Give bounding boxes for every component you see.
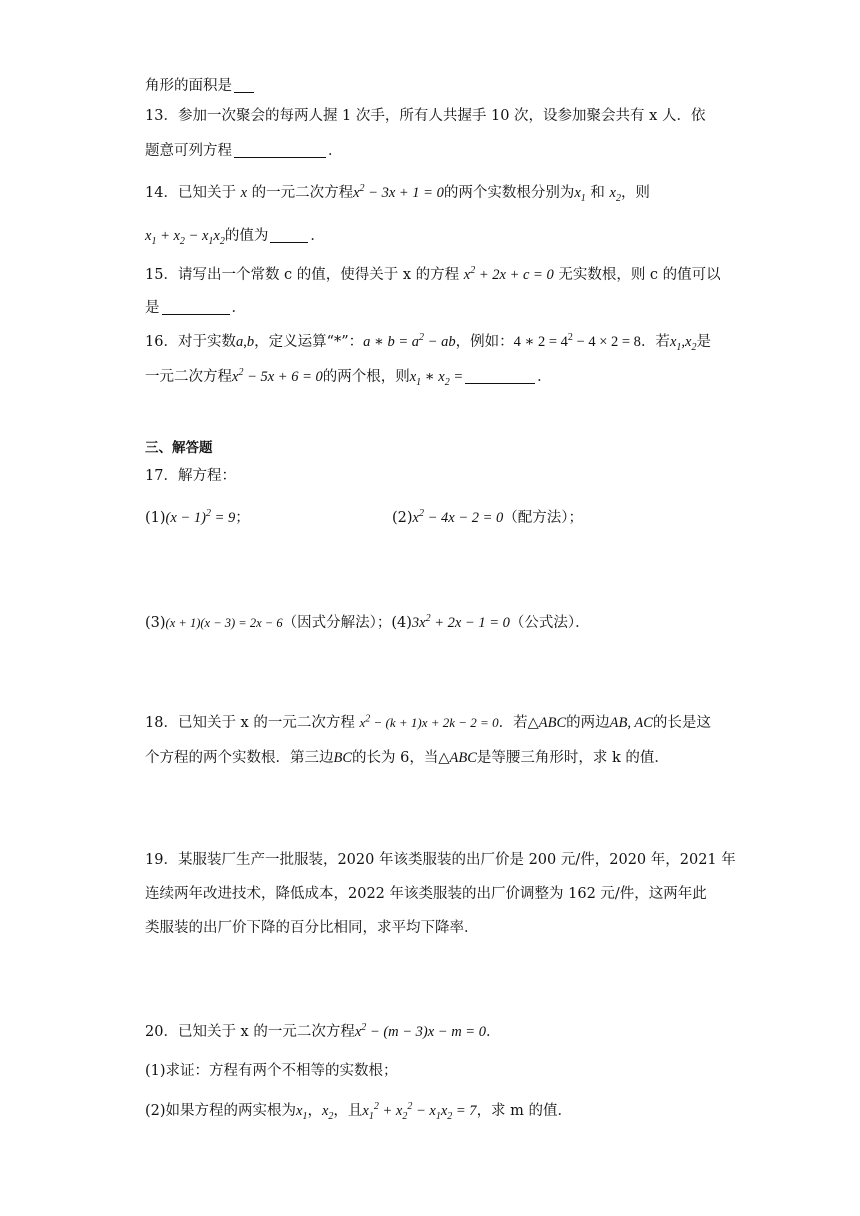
math-triangle: △ABC xyxy=(527,715,567,731)
math-equation: $x^2 - 3x + 1 = 0$ xyxy=(353,183,444,201)
math-var: $x_1$ xyxy=(296,1103,308,1122)
answer-blank xyxy=(234,76,254,93)
math-var: a xyxy=(235,334,244,350)
math-triangle: △ABC xyxy=(438,750,477,766)
q19-line2: 连续两年改进技术，降低成本，2022 年该类服装的出厂价调整为 162 元/件，这两年此 xyxy=(145,886,707,902)
section-title: 三、解答题 xyxy=(145,440,213,456)
math-var: x xyxy=(240,185,247,201)
q19-line1: 19．某服装厂生产一批服装，2020 年该类服装的出厂价是 200 元/件，2020 年，2021 年 xyxy=(145,852,736,868)
math-equation: $x^2 + 2x + c = 0$ xyxy=(463,265,554,283)
math-definition: a ∗ $b = a^2$ − ab xyxy=(363,332,456,350)
math-equation: $x^2 - (k + 1)x + 2k - 2 = 0$ xyxy=(359,713,499,730)
q13-line1: 13．参加一次聚会的每两人握 1 次手，所有人共握手 10 次，设参加聚会共有 x 人．依 xyxy=(145,108,706,124)
q17-part1: $(1)(x - 1)^2 = 9$； xyxy=(145,508,250,526)
q16-line1: 16．对于实数a,b，定义运算“*”：a ∗ $b = a^2$ − ab，例如：4 ∗ $2 = 4^2 - 4 \times 2 = 8$．若$x_1,x_2$是 xyxy=(145,332,711,353)
math-equation: (x + 1)(x − 3) = 2x − 6 xyxy=(165,616,283,630)
q18-line2: 个方程的两个实数根．第三边BC的长为 6，当△ABC是等腰三角形时，求 k 的值． xyxy=(145,750,669,766)
q17-part3-4: (3)(x + 1)(x − 3) = 2x − 6（因式分解法）；$(4)3x^2 + 2x - 1 = 0$（公式法）． xyxy=(145,613,590,631)
math-expression: $x_1$ ∗ $x_2$ = xyxy=(409,369,464,388)
q12-tail: 角形的面积是 xyxy=(145,76,256,96)
q18-line1: 18．已知关于 x 的一元二次方程 $x^2 - (k + 1)x + 2k - 2 = 0$．若△ABC的两边AB, AC的长是这 xyxy=(145,713,711,731)
math-var: $x_2$ xyxy=(321,1103,334,1122)
math-expression: $x_1 + x_2 - x_1x_2$ xyxy=(145,228,225,247)
math-equation: $x_1^2 + x_2^2 - x_1x_2 = 7$ xyxy=(362,1101,477,1122)
math-equation: $(x - 1)^2 = 9$ xyxy=(165,508,236,526)
math-side: BC xyxy=(333,750,353,766)
q14-line1: 14．已知关于 x 的一元二次方程$x^2 - 3x + 1 = 0$的两个实数根分别为$x_1$ 和 $x_2$，则 xyxy=(145,183,650,204)
q13-line2: 题意可列方程 ． xyxy=(145,143,343,159)
math-sides: AB, AC xyxy=(609,715,653,731)
math-equation: $x^2 - 4x - 2 = 0$ xyxy=(412,508,504,526)
q17-part2: $(2)x^2 - 4x - 2 = 0$（配方法）； xyxy=(392,508,584,526)
q14-line2: $x_1 + x_2 - x_1x_2$的值为 ． xyxy=(145,228,325,247)
q17-title: 17．解方程： xyxy=(145,468,236,484)
q19-line3: 类服装的出厂价下降的百分比相同，求平均下降率． xyxy=(145,920,479,936)
math-equation: $x^2 - 5x + 6 = 0$ xyxy=(232,367,323,385)
answer-blank xyxy=(234,141,326,158)
q20-line1: 20．已知关于 x 的一元二次方程$x^2 - (m - 3)x - m = 0$． xyxy=(145,1022,501,1040)
answer-blank xyxy=(162,298,230,315)
answer-blank xyxy=(270,226,308,243)
q20-part2: (2)如果方程的两实根为$x_1$，$x_2$，且$x_1^2 + x_2^2 - x_1x_2 = 7$，求 m 的值． xyxy=(145,1101,573,1122)
q16-line2: 一元二次方程$x^2 - 5x + 6 = 0$的两个根，则$x_1$ ∗ $x_2$ = ． xyxy=(145,367,552,388)
math-var: $x_1,x_2$ xyxy=(669,334,697,353)
math-equation: $x^2 - (m - 3)x - m = 0$ xyxy=(354,1022,486,1040)
math-var: $x_2$ xyxy=(609,185,621,204)
q15-line1: 15．请写出一个常数 c 的值，使得关于 x 的方程 $x^2 + 2x + c = 0$ 无实数根，则 c 的值可以 xyxy=(145,265,721,283)
math-example: 4 ∗ $2 = 4^2 - 4 \times 2 = 8$ xyxy=(513,332,641,350)
q15-line2: 是 ． xyxy=(145,300,246,316)
math-var: $x_1$ xyxy=(574,185,586,204)
q20-part1: (1)求证：方程有两个不相等的实数根； xyxy=(145,1063,398,1079)
answer-blank xyxy=(465,367,535,384)
math-equation: $3x^2 + 2x - 1 = 0$ xyxy=(411,613,510,631)
